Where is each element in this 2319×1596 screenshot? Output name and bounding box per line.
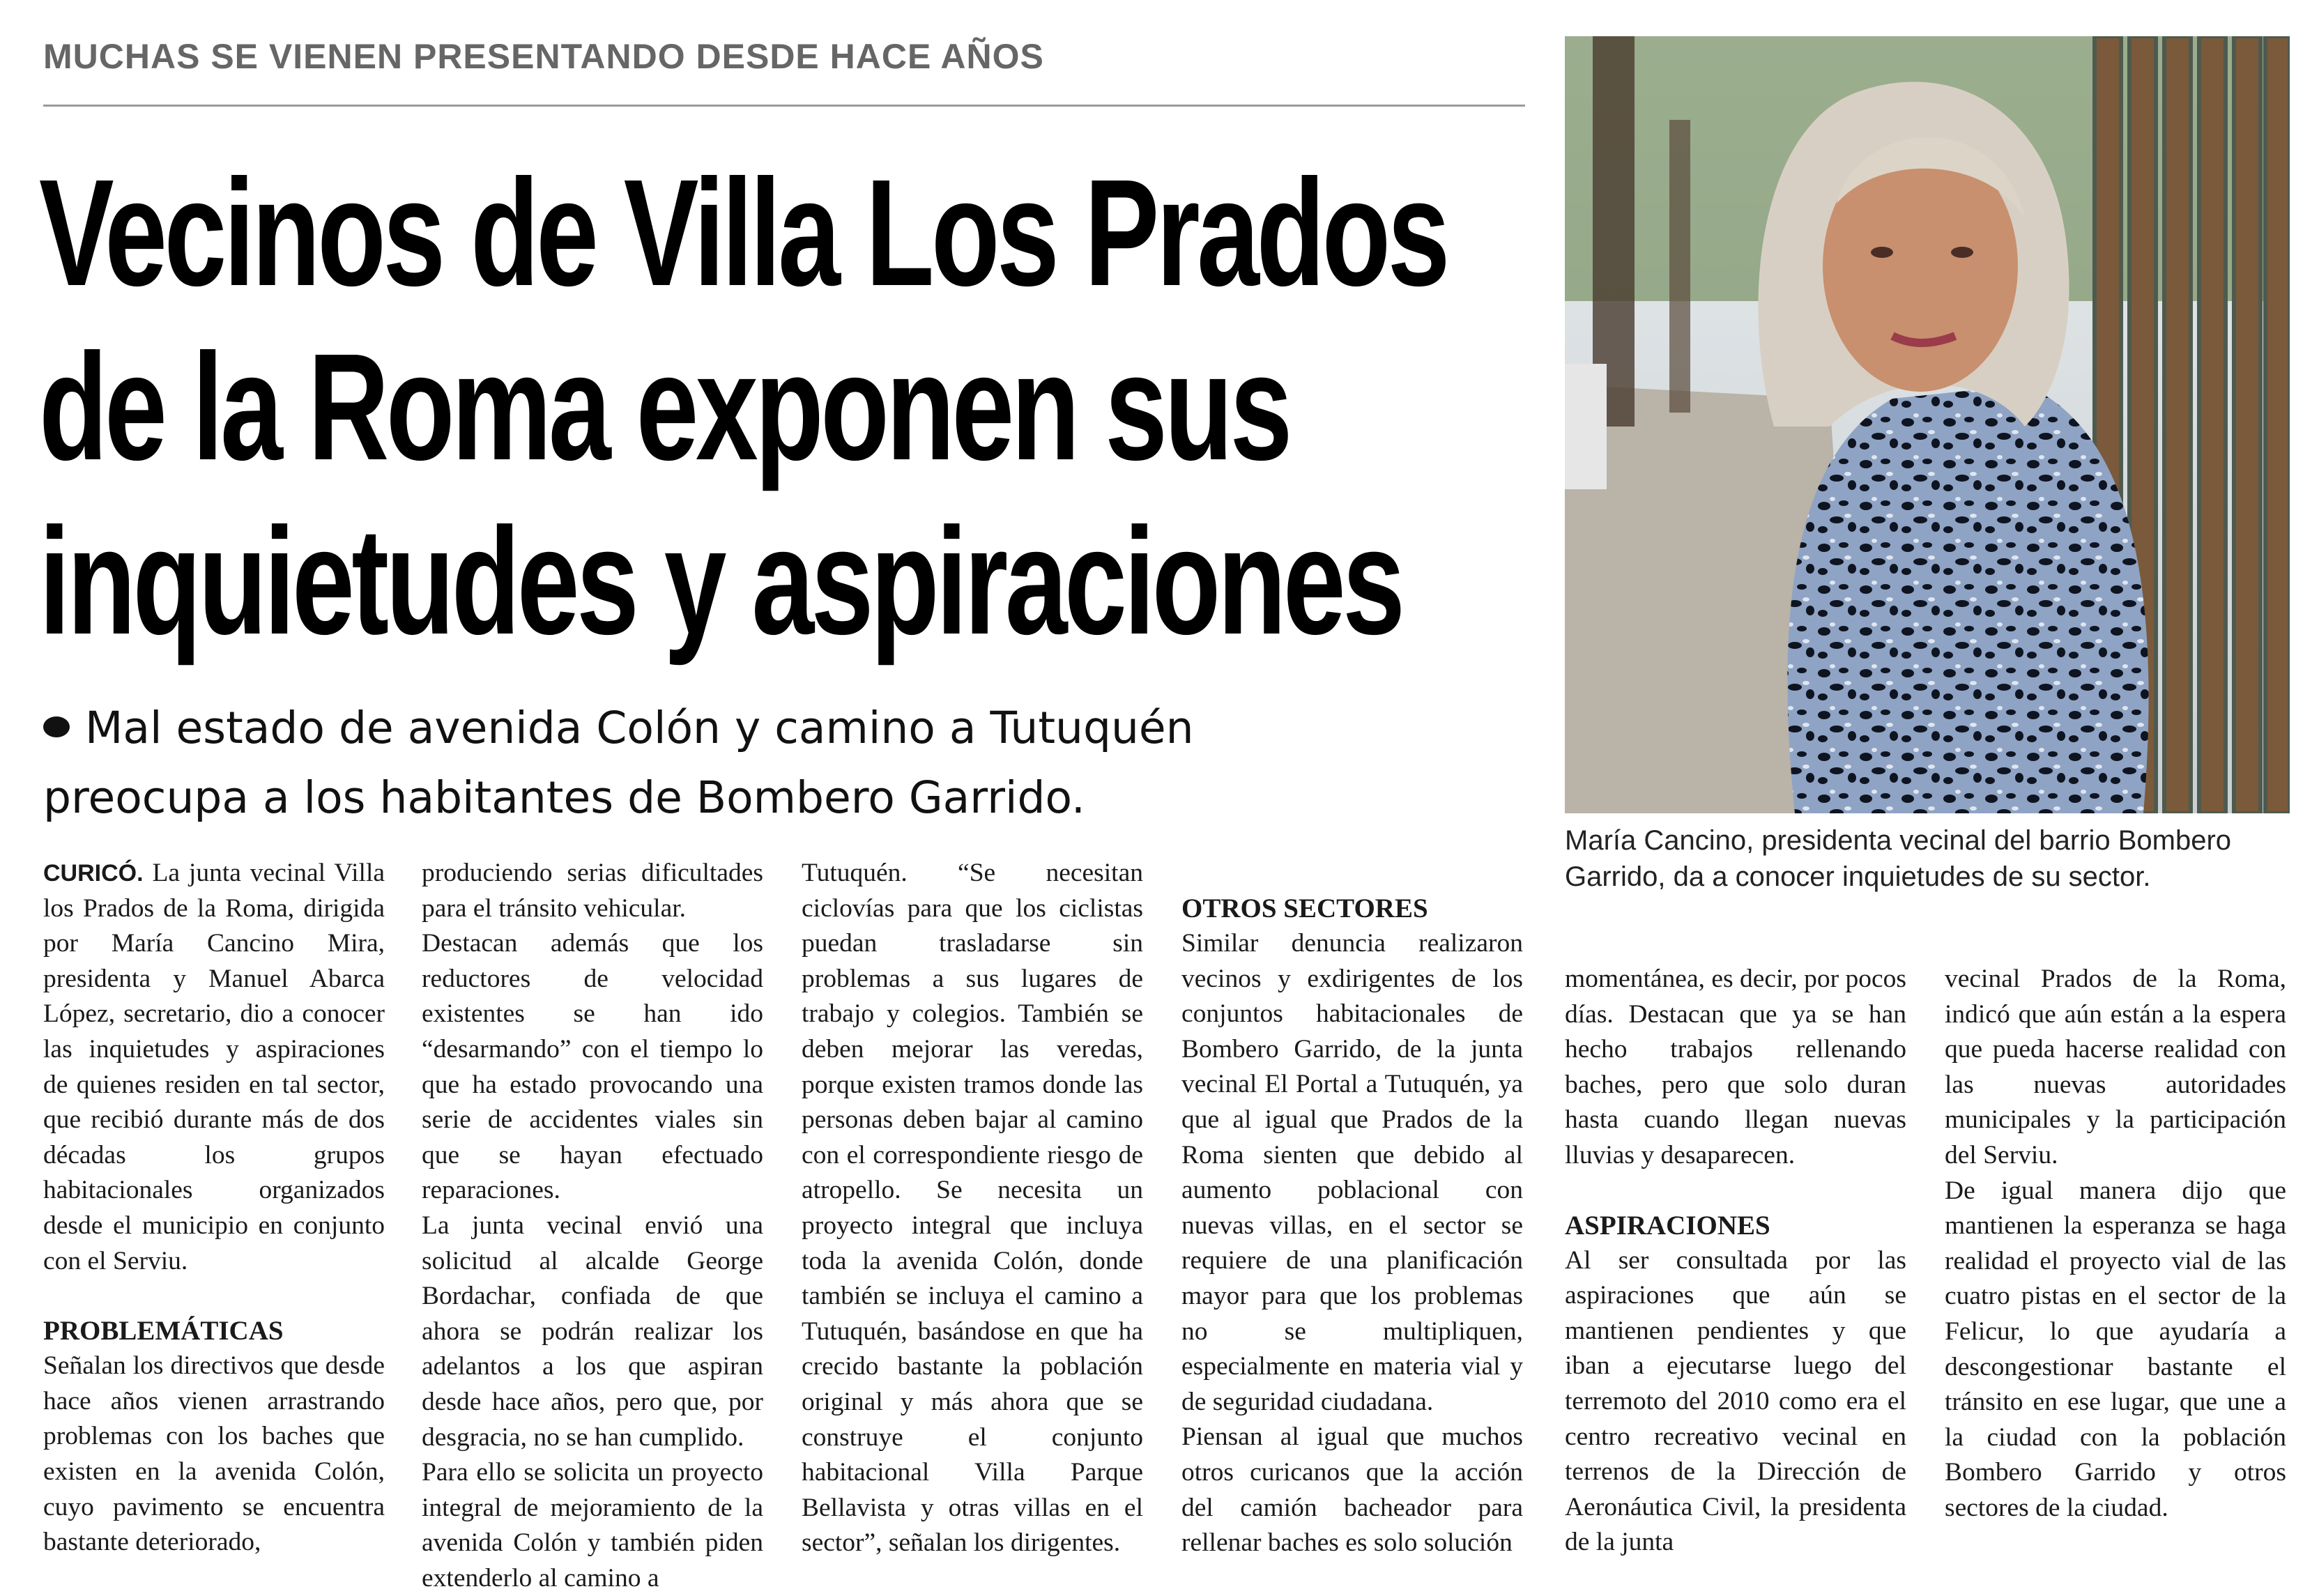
dateline: CURICÓ. <box>43 860 144 887</box>
section-heading: ASPIRACIONES <box>1565 1210 1770 1241</box>
bullet-icon <box>43 716 70 737</box>
article-column-5 <box>1565 962 1906 1560</box>
photo-caption: María Cancino, presidenta vecinal del barrio Bombero Garrido, da a conocer inquietudes de su sector. <box>1565 825 2232 892</box>
paragraph: Similar denuncia realizaron vecinos y exdirigentes de los conjuntos habitacionales de Bombero Garrido, de la junta vecinal El Portal a Tutuquén, ya que al igual que Prados de la Roma sienten que debido al aumento poblacional con nuevas villas, en el sector se requiere de una planificación mayor para que los problemas no se multipliquen, especialmente en materia vial y de seguridad ciudadana. <box>1181 929 1523 1416</box>
divider-rule <box>43 105 1525 107</box>
paragraph: momentánea, es decir, por pocos días. Destacan que ya se han hecho trabajos rellenando baches, pero que solo duran hasta cuando llegan nuevas lluvias y desaparecen. <box>1565 965 1906 1169</box>
article-column-1 <box>43 856 385 1560</box>
deck-line: preocupa a los habitantes de Bombero Garrido. <box>43 772 1085 823</box>
article-column-4 <box>1181 891 1523 1561</box>
portrait-photo <box>1565 36 2290 813</box>
deck <box>43 693 1525 833</box>
deck-line: Mal estado de avenida Colón y camino a Tutuquén <box>43 693 1525 763</box>
paragraph: Destacan además que los reductores de velocidad existentes se han ido “desarmando” con el tiempo lo que ha estado provocando una serie de accidentes viales sin que se hayan efectuado reparaciones. <box>422 929 763 1205</box>
paragraph: Tutuquén. “Se necesitan ciclovías para que los ciclistas puedan trasladarse sin problemas a sus lugares de trabajo y colegios. También se deben mejorar las veredas, porque existen tramos donde las personas deben bajar al camino con el correspondiente riesgo de atropello. Se necesita un proyecto integral que incluya toda la avenida Colón, donde también se incluya el camino a Tutuquén, basándose en que ha crecido bastante la población original y más ahora que se construye el conjunto habitacional Villa Parque Bellavista y otras villas en el sector”, señalan los dirigentes. <box>802 859 1143 1558</box>
headline <box>39 146 1530 669</box>
headline-line: de la Roma exponen sus <box>39 323 1289 492</box>
section-heading: OTROS SECTORES <box>1181 893 1428 923</box>
paragraph: Al ser consultada por las aspiraciones que aún se mantienen pendientes y que iban a ejecutarse luego del terremoto del 2010 como era el centro recreativo vecinal en terrenos de la Dirección de Aeronáutica Civil, la presidenta de la junta <box>1565 1245 1906 1557</box>
portrait-illustration <box>1565 36 2290 813</box>
article-column-3 <box>802 856 1143 1561</box>
paragraph: vecinal Prados de la Roma, indicó que aún están a la espera que pueda hacerse realidad con las nuevas autoridades municipales y la participación del Serviu. <box>1945 965 2286 1169</box>
paragraph: CURICÓ. La junta vecinal Villa los Prados de la Roma, dirigida por María Cancino Mira, presidenta y Manuel Abarca López, secretario, dio a conocer las inquietudes y aspiraciones de quienes residen en tal sector, que recibió durante más de dos décadas los grupos habitacionales organizados desde el municipio en conjunto con el Serviu. <box>43 859 385 1275</box>
headline-line: inquietudes y aspiraciones <box>39 497 1402 666</box>
article-column-2 <box>422 856 763 1596</box>
paragraph: produciendo serias dificultades para el tránsito vehicular. <box>422 859 763 923</box>
headline-line: Vecinos de Villa Los Prados <box>39 148 1447 318</box>
kicker: MUCHAS SE VIENEN PRESENTANDO DESDE HACE AÑOS <box>43 37 1044 76</box>
paragraph: Señalan los directivos que desde hace años vienen arrastrando problemas con los baches que existen en la avenida Colón, cuyo pavimento se encuentra bastante deteriorado, <box>43 1351 385 1557</box>
paragraph: Piensan al igual que muchos otros curicanos que la acción del camión bacheador para rellenar baches es solo solución <box>1181 1422 1523 1558</box>
paragraph: La junta vecinal envió una solicitud al alcalde George Bordachar, confiada de que ahora se podrán realizar los adelantos a los que aspiran desde hace años, pero que, por desgracia, no se han cumplido. <box>422 1211 763 1452</box>
paragraph: De igual manera dijo que mantienen la esperanza se haga realidad el proyecto vial de las cuatro pistas en el sector de la Felicur, lo que ayudaría a descongestionar bastante el tránsito en ese lugar, que une a la ciudad con la población Bombero Garrido y otros sectores de la ciudad. <box>1945 1176 2286 1522</box>
section-heading: PROBLEMÁTICAS <box>43 1316 284 1346</box>
paragraph: Para ello se solicita un proyecto integral de mejoramiento de la avenida Colón y también piden extenderlo al camino a <box>422 1458 763 1593</box>
article-column-6 <box>1945 962 2286 1526</box>
